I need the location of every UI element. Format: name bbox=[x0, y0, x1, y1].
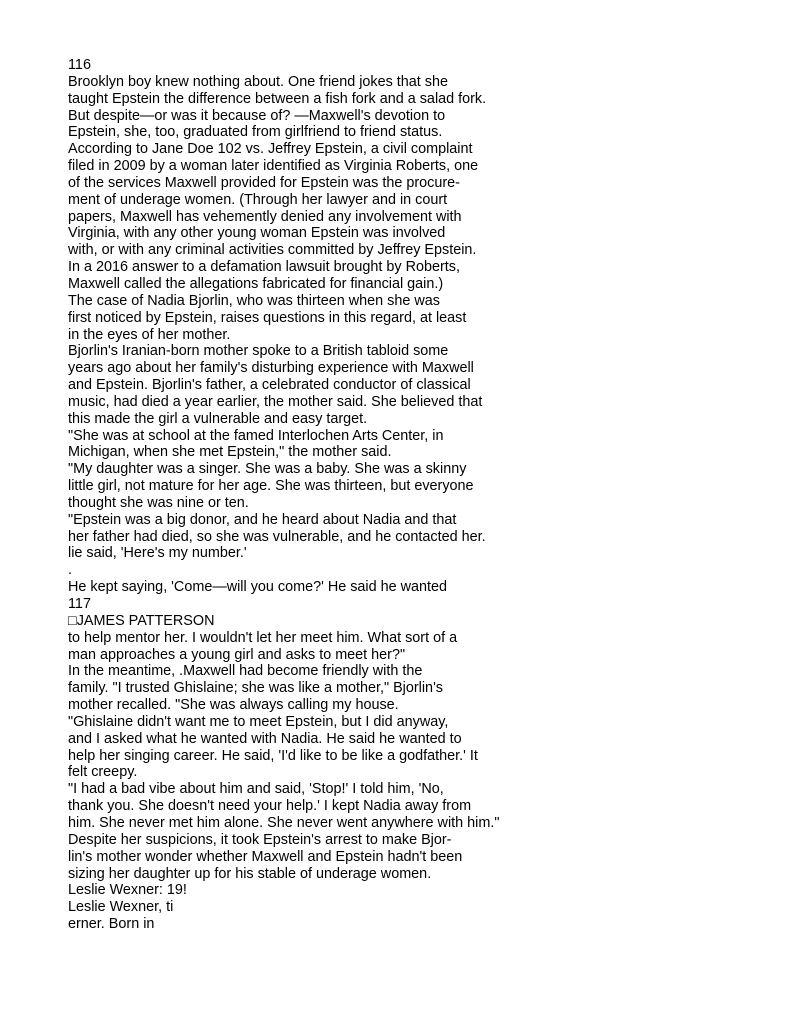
text-line: "Ghislaine didn't want me to meet Epstein, but I did anyway, bbox=[68, 713, 449, 730]
text-line: According to Jane Doe 102 vs. Jeffrey Epstein, a civil complaint bbox=[68, 141, 473, 158]
text-line: years ago about her family's disturbing experience with Maxwell bbox=[68, 360, 474, 377]
text-line: lin's mother wonder whether Maxwell and Epstein hadn't been bbox=[68, 848, 463, 865]
text-line: help her singing career. He said, 'I'd like to be like a godfather.' It bbox=[68, 747, 478, 764]
text-line: thank you. She doesn't need your help.' I kept Nadia away from bbox=[68, 798, 472, 815]
text-line: papers, Maxwell has vehemently denied any involvement with bbox=[68, 208, 462, 225]
text-line: little girl, not mature for her age. She was thirteen, but everyone bbox=[68, 478, 474, 495]
text-line: mother recalled. "She was always calling my house. bbox=[68, 697, 399, 714]
text-line: in the eyes of her mother. bbox=[68, 326, 231, 343]
text-line: music, had died a year earlier, the mother said. She believed that bbox=[68, 393, 483, 410]
text-line: lie said, 'Here's my number.' bbox=[68, 545, 247, 562]
text-line: In a 2016 answer to a defamation lawsuit brought by Roberts, bbox=[68, 259, 460, 276]
text-line: Maxwell called the allegations fabricated for financial gain.) bbox=[68, 275, 444, 292]
text-line: this made the girl a vulnerable and easy target. bbox=[68, 410, 368, 427]
text-line: to help mentor her. I wouldn't let her meet him. What sort of a bbox=[68, 629, 458, 646]
text-line: "She was at school at the famed Interlochen Arts Center, in bbox=[68, 427, 444, 444]
text-line: her father had died, so she was vulnerable, and he contacted her. bbox=[68, 528, 486, 545]
text-line: and Epstein. Bjorlin's father, a celebrated conductor of classical bbox=[68, 377, 471, 394]
text-line: sizing her daughter up for his stable of underage women. bbox=[68, 865, 432, 882]
text-line: him. She never met him alone. She never went anywhere with him." bbox=[68, 814, 500, 831]
text-line: taught Epstein the difference between a fish fork and a salad fork. bbox=[68, 90, 487, 107]
stray-mark: . bbox=[68, 562, 72, 579]
document-page bbox=[68, 57, 568, 933]
text-line: Epstein, she, too, graduated from girlfriend to friend status. bbox=[68, 124, 443, 141]
text-line: Michigan, when she met Epstein," the mother said. bbox=[68, 444, 392, 461]
text-line: "Epstein was a big donor, and he heard about Nadia and that bbox=[68, 511, 457, 528]
page-number: 117 bbox=[68, 596, 91, 612]
text-line: with, or with any criminal activities committed by Jeffrey Epstein. bbox=[68, 242, 477, 259]
text-line: Virginia, with any other young woman Epstein was involved bbox=[68, 225, 446, 242]
text-line: ment of underage women. (Through her lawyer and in court bbox=[68, 191, 448, 208]
text-line: Leslie Wexner: 19! bbox=[68, 882, 187, 899]
text-line: of the services Maxwell provided for Epstein was the procure- bbox=[68, 174, 460, 191]
text-line: family. "I trusted Ghislaine; she was like a mother," Bjorlin's bbox=[68, 680, 444, 697]
text-line: thought she was nine or ten. bbox=[68, 494, 249, 511]
text-line: man approaches a young girl and asks to meet her?" bbox=[68, 646, 406, 663]
text-line: felt creepy. bbox=[68, 764, 138, 781]
text-line: Despite her suspicions, it took Epstein's arrest to make Bjor- bbox=[68, 831, 452, 848]
text-line: Brooklyn boy knew nothing about. One friend jokes that she bbox=[68, 73, 448, 90]
text-line: The case of Nadia Bjorlin, who was thirteen when she was bbox=[68, 292, 440, 309]
section-heading: Leslie Wexner, ti bbox=[68, 899, 174, 916]
text-line: In the meantime, .Maxwell had become friendly with the bbox=[68, 663, 423, 680]
text-line: But despite—or was it because of? —Maxwell's devotion to bbox=[68, 107, 446, 124]
text-line: "I had a bad vibe about him and said, 'Stop!' I told him, 'No, bbox=[68, 781, 444, 798]
text-line: first noticed by Epstein, raises questions in this regard, at least bbox=[68, 309, 467, 326]
page-number: 116 bbox=[68, 57, 91, 73]
running-header: □JAMES PATTERSON bbox=[68, 612, 215, 629]
text-line: erner. Born in bbox=[68, 916, 155, 933]
text-line: He kept saying, 'Come—will you come?' He said he wanted bbox=[68, 579, 448, 596]
text-line: and I asked what he wanted with Nadia. He said he wanted to bbox=[68, 730, 462, 747]
text-line: filed in 2009 by a woman later identified as Virginia Roberts, one bbox=[68, 158, 479, 175]
text-line: "My daughter was a singer. She was a baby. She was a skinny bbox=[68, 461, 467, 478]
text-line: Bjorlin's Iranian-born mother spoke to a British tabloid some bbox=[68, 343, 449, 360]
